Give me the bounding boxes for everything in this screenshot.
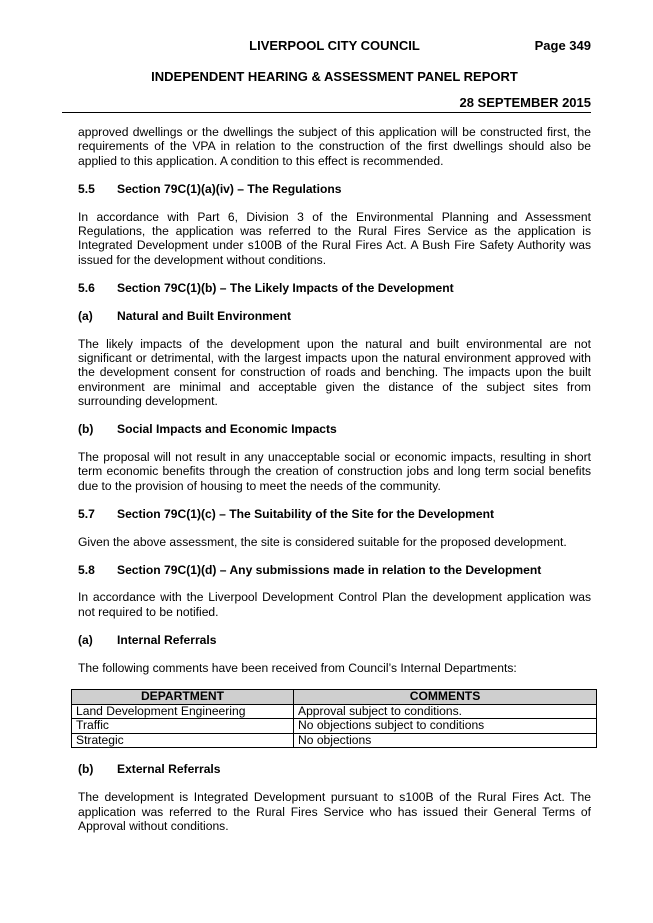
table-row [72,733,597,748]
council-name: LIVERPOOL CITY COUNCIL [249,38,420,53]
subsection-letter: (b) [78,762,94,777]
page-header [78,38,591,53]
report-body [78,125,591,834]
section-5-7-heading [78,507,591,521]
page-number: Page 349 [534,38,591,53]
section-5-7-text: Given the above assessment, the site is considered suitable for the proposed development. [78,534,567,549]
subsection-letter: (b) [78,422,94,437]
subsection-5-8-b-heading [78,762,591,776]
table-row [72,719,597,734]
subsection-5-6-a-text: The likely impacts of the development upon the natural and built environmental are not significant or detrimental, with the largest impacts upon the natural environment approved with the development consent for construction of roads and benching. The impacts upon the built environment are minimal and acceptable given the distance of the subject sites from surrounding development. [78,336,591,409]
section-5-5-heading [78,182,591,196]
subsection-letter: (a) [78,308,93,323]
report-title: INDEPENDENT HEARING & ASSESSMENT PANEL REPORT [151,69,518,84]
comment-cell: No objections subject to conditions [294,719,597,734]
header-rule [62,112,591,113]
referrals-table [71,689,597,748]
subsection-5-6-a-heading [78,309,591,323]
section-5-8-heading [78,563,591,577]
section-title: Section 79C(1)(c) – The Suitability of the Site for the Development [117,506,494,521]
report-date: 28 SEPTEMBER 2015 [459,95,591,110]
subsection-title: External Referrals [117,762,221,777]
section-5-6-heading [78,281,591,295]
column-header-department: DEPARTMENT [72,690,294,705]
intro-paragraph: approved dwellings or the dwellings the subject of this application will be constructed first, the requirements of the VPA in relation to the construction of the first dwellings should also be applied to this application. A condition to this effect is recommended. [78,125,591,168]
section-number: 5.8 [78,562,95,577]
subsection-letter: (a) [78,632,93,647]
department-cell: Strategic [72,733,294,748]
section-title: Section 79C(1)(a)(iv) – The Regulations [117,181,342,196]
subsection-5-8-b-text: The development is Integrated Development pursuant to s100B of the Rural Fires Act. The application was referred to the Rural Fires Service who has issued their General Terms of Approval without conditions. [78,790,591,834]
section-number: 5.5 [78,181,95,196]
section-number: 5.6 [78,280,95,295]
section-title: Section 79C(1)(b) – The Likely Impacts of the Development [117,280,454,295]
table-header-row [72,690,597,705]
subsection-5-6-b-text: The proposal will not result in any unacceptable social or economic impacts, resulting in short term economic benefits through the creation of construction jobs and long term social benefits due to the provision of housing to meet the needs of the community. [78,450,591,493]
department-cell: Traffic [72,719,294,734]
subsection-title: Natural and Built Environment [117,308,292,323]
column-header-comments: COMMENTS [294,690,597,705]
subsection-5-8-a-heading [78,633,591,647]
subsection-title: Social Impacts and Economic Impacts [117,422,337,437]
subsection-title: Internal Referrals [117,632,217,647]
comment-cell: No objections [294,733,597,748]
comment-cell: Approval subject to conditions. [294,704,597,719]
table-row [72,704,597,719]
subsection-5-6-b-heading [78,422,591,436]
department-cell: Land Development Engineering [72,704,294,719]
section-5-8-text: In accordance with the Liverpool Development Control Plan the development application was not required to be notified. [78,590,591,619]
subsection-5-8-a-text: The following comments have been received from Council’s Internal Departments: [78,660,517,675]
section-number: 5.7 [78,506,95,521]
section-title: Section 79C(1)(d) – Any submissions made in relation to the Development [117,562,542,577]
section-5-5-text: In accordance with Part 6, Division 3 of the Environmental Planning and Assessment Regulations, the application was referred to the Rural Fires Service as the application is Integrated Development under s100B of the Rural Fires Act. A Bush Fire Safety Authority was issued for the development without conditions. [78,209,591,267]
